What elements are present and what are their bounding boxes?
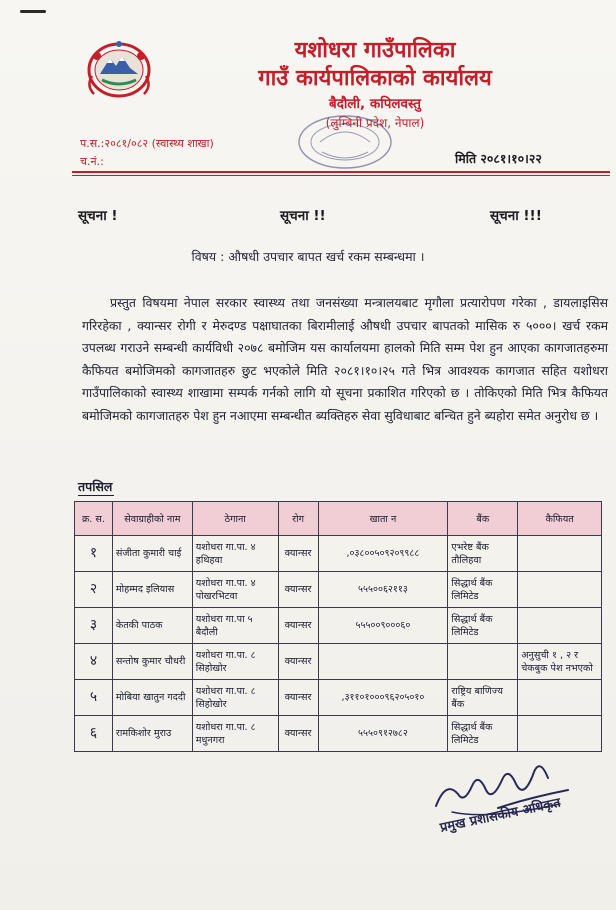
table-row	[75, 572, 602, 608]
col-header-bank: बैंक	[448, 502, 518, 536]
cell-bank: राष्ट्रिय बाणिज्य बैंक	[448, 680, 518, 716]
cell-sn: १	[75, 536, 113, 572]
table-row	[75, 608, 602, 644]
cell-sn: ६	[75, 716, 113, 752]
header-divider	[72, 171, 610, 173]
header-divider-thin	[72, 175, 610, 176]
pen-mark	[20, 10, 46, 13]
table-row	[75, 644, 602, 680]
cell-account: ५५५००६२११३	[318, 572, 448, 608]
cell-account: ,०३८००५०९२०९९८८	[318, 536, 448, 572]
cell-address: यशोधरा गा.पा. ४ हथिहवा	[192, 536, 278, 572]
col-header-remarks: कैफियत	[518, 502, 602, 536]
cell-remarks: अनुसुची १ , २ र चेकबुक पेश नभएको	[518, 644, 602, 680]
beneficiary-table	[74, 501, 602, 752]
cell-sn: २	[75, 572, 113, 608]
signatory-title: प्रमुख प्रशासकीय अधिकृत	[438, 795, 563, 836]
cell-sn: ५	[75, 680, 113, 716]
cell-remarks	[518, 680, 602, 716]
col-header-name: सेवाग्राहीको नाम	[112, 502, 192, 536]
table-row	[75, 536, 602, 572]
notice-heading-3: सूचना !!!	[490, 208, 542, 224]
cell-name: रामकिशोर मुराउ	[112, 716, 192, 752]
cell-account: ,३११०१०००९६२०५०१०	[318, 680, 448, 716]
cell-bank: सिद्धार्थ बैंक लिमिटेड	[448, 716, 518, 752]
cell-name: मोहम्मद इलियास	[112, 572, 192, 608]
cell-name: केतकी पाठक	[112, 608, 192, 644]
cell-disease: क्यान्सर	[278, 572, 318, 608]
cell-bank: सिद्धार्थ बैंक लिमिटेड	[448, 608, 518, 644]
dispatch-number: च.नं.:	[80, 155, 104, 168]
cell-name: सन्तोष कुमार चौधरी	[112, 644, 192, 680]
col-header-sn: क्र. स.	[75, 502, 113, 536]
col-header-address: ठेगाना	[192, 502, 278, 536]
cell-bank	[448, 644, 518, 680]
cell-bank: एभरेष्ट बैंक तौलिहवा	[448, 536, 518, 572]
cell-account: ५५५०९१२७८२	[318, 716, 448, 752]
notice-heading-1: सूचना !	[78, 208, 118, 224]
letter-date: मिति २०८१।१०।२२	[455, 151, 542, 166]
municipality-name: यशोधरा गाउँपालिका	[294, 38, 456, 63]
office-stamp	[290, 112, 400, 174]
office-location: बैदौली, कपिलवस्तु	[329, 96, 421, 112]
cell-name: मोबिया खातुन गददी	[112, 680, 192, 716]
office-name: गाउँ कार्यपालिकाको कार्यालय	[258, 66, 492, 91]
cell-disease: क्यान्सर	[278, 608, 318, 644]
cell-remarks	[518, 536, 602, 572]
schedule-label: तपसिल	[78, 479, 113, 494]
table-header-row	[75, 502, 602, 536]
cell-remarks	[518, 608, 602, 644]
cell-disease: क्यान्सर	[278, 716, 318, 752]
office-province: (लुम्बिनी प्रदेश, नेपाल)	[325, 116, 425, 130]
cell-account	[318, 644, 448, 680]
reference-number: प.स.:२०८१/०८२ (स्वास्थ्य शाखा)	[80, 137, 214, 150]
cell-sn: ४	[75, 644, 113, 680]
cell-bank: सिद्धार्थ बैंक लिमिटेड	[448, 572, 518, 608]
cell-disease: क्यान्सर	[278, 680, 318, 716]
cell-address: यशोधरा गा.पा. ८ सिहोखोर	[192, 644, 278, 680]
cell-address: यशोधरा गा.पा. ८ सिहोखोर	[192, 680, 278, 716]
col-header-disease: रोग	[278, 502, 318, 536]
cell-account: ५५५००९०००६०	[318, 608, 448, 644]
cell-name: संजीता कुमारी चाई	[112, 536, 192, 572]
cell-address: यशोधरा गा.पा. ८ मधुनगरा	[192, 716, 278, 752]
cell-address: यशोधरा गा.पा. ४ पोखरभिटवा	[192, 572, 278, 608]
cell-remarks	[518, 716, 602, 752]
cell-disease: क्यान्सर	[278, 536, 318, 572]
col-header-account: खाता न	[318, 502, 448, 536]
table-row	[75, 680, 602, 716]
cell-remarks	[518, 572, 602, 608]
subject-line: विषय : औषधी उपचार बापत खर्च रकम सम्बन्धमा ।	[191, 249, 425, 264]
cell-address: यशोधरा गा.पा ५ बैदौली	[192, 608, 278, 644]
table-row	[75, 716, 602, 752]
schedule-underline	[78, 495, 114, 496]
cell-disease: क्यान्सर	[278, 644, 318, 680]
notice-body: प्रस्तुत विषयमा नेपाल सरकार स्वास्थ्य तथा जनसंख्या मन्त्रालयबाट मृगौला प्रत्यारोपण गरेका , डायलाइसिस गरिरहेका , क्यान्सर रोगी र मेरुदण्ड पक्षाघातका बिरामीलाई औषधी उपचार बापतको मासिक रु ५०००। खर्च रकम उपलब्ध गराउने सम्बन्धी कार्यविधी २०७८ बमोजिम यस कार्यालयमा हालको मिति सम्म पेश हुन आएका कागजातहरुमा कैफियत बमोजिमको कागजातहरु छुट भएकोले मिति २०८१।१०।२५ गते भित्र आवश्यक कागजात सहित यशोधरा गाउँपालिकाको स्वास्थ्य शाखामा सम्पर्क गर्नको लागि यो सूचना प्रकाशित गरिएको छ । तोकिएको मिति भित्र कैफियत बमोजिमको कागजातहरु पेश हुन नआएमा सम्बन्धीत ब्यक्तिहरु सेवा सुविधाबाट बन्चित हुने ब्यहोरा समेत अनुरोध छ ।	[82, 295, 608, 423]
notice-heading-2: सूचना !!	[280, 208, 326, 224]
nepal-emblem-icon	[80, 36, 158, 100]
cell-sn: ३	[75, 608, 113, 644]
